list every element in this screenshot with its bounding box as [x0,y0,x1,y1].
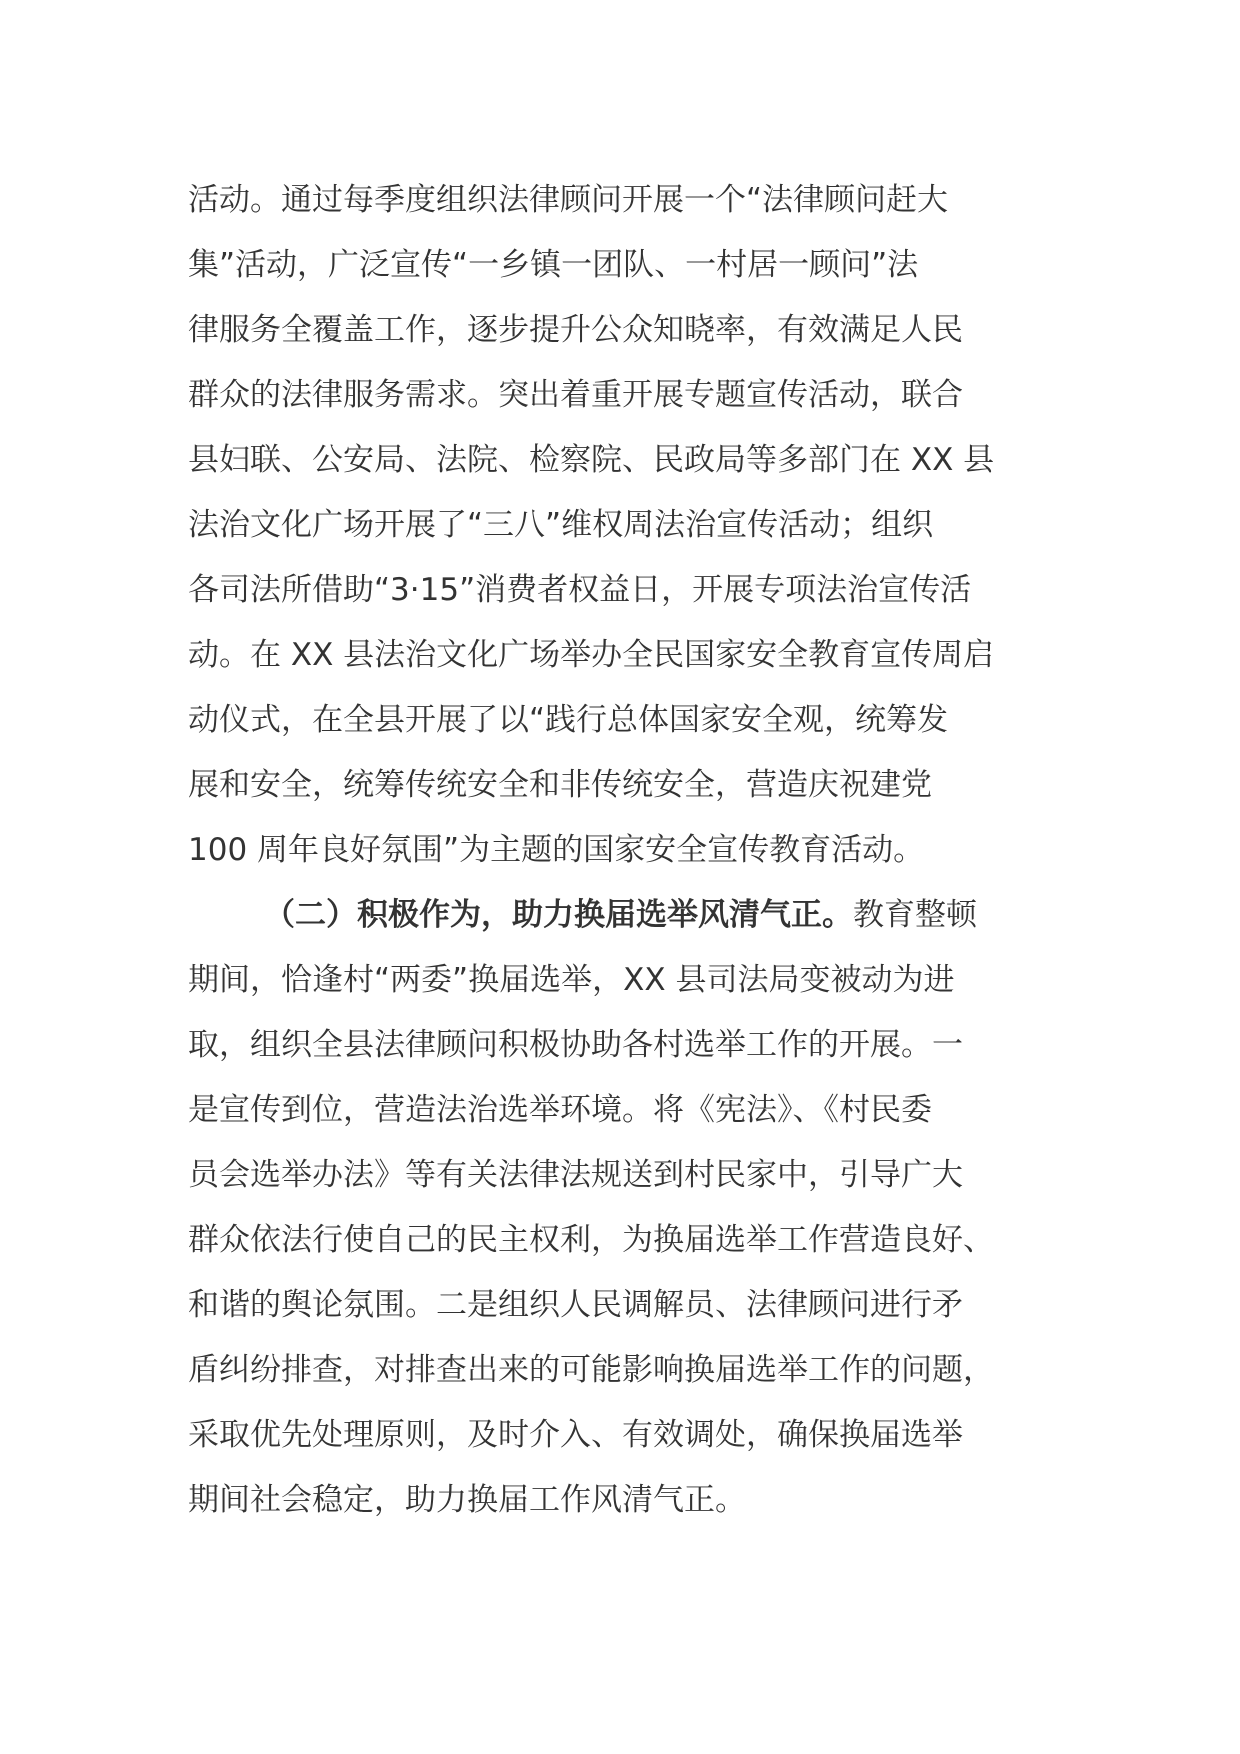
text-line: 县妇联、公安局、法院、检察院、民政局等多部门在 XX 县 [188,442,995,478]
text-line: 动。在 XX 县法治文化广场举办全民国家安全教育宣传周启 [188,637,995,673]
text-line: 展和安全，统筹传统安全和非传统安全，营造庆祝建党 [188,767,932,803]
body-text [188,168,1068,1533]
text-line: 是宣传到位，营造法治选举环境。将《宪法》、《村民委 [188,1092,932,1128]
text-line: 采取优先处理原则，及时介入、有效调处，确保换届选举 [188,1417,963,1453]
text-line: 取，组织全县法律顾问积极协助各村选举工作的开展。一 [188,1027,963,1063]
text-line: 员会选举办法》等有关法律法规送到村民家中，引导广大 [188,1157,963,1193]
section-heading: （二）积极作为，助力换届选举风清气正。 [264,897,853,933]
text-line: 动仪式，在全县开展了以“践行总体国家安全观，统筹发 [188,702,949,738]
text-line: 期间，恰逢村“两委”换届选举，XX 县司法局变被动为进 [188,962,955,998]
text-line: 盾纠纷排查，对排查出来的可能影响换届选举工作的问题， [188,1352,994,1388]
text-line: 期间社会稳定，助力换届工作风清气正。 [188,1482,746,1518]
text-line: 100 周年良好氛围”为主题的国家安全宣传教育活动。 [188,832,925,868]
paragraph-2 [188,883,1068,1533]
text-line: 和谐的舆论氛围。二是组织人民调解员、法律顾问进行矛 [188,1287,963,1323]
text-line: 活动。通过每季度组织法律顾问开展一个“法律顾问赶大 [188,182,949,218]
text-span: 教育整顿 [853,897,977,933]
text-line: 法治文化广场开展了“三八”维权周法治宣传活动；组织 [188,507,934,543]
text-line: 律服务全覆盖工作，逐步提升公众知晓率，有效满足人民 [188,312,963,348]
text-line: 群众的法律服务需求。突出着重开展专题宣传活动，联合 [188,377,963,413]
text-line: 集”活动，广泛宣传“一乡镇一团队、一村居一顾问”法 [188,247,919,283]
text-line: 各司法所借助“3·15”消费者权益日，开展专项法治宣传活 [188,572,972,608]
text-line: 群众依法行使自己的民主权利，为换届选举工作营造良好、 [188,1222,994,1258]
paragraph-2-first-line [188,883,1068,948]
paragraph-1 [188,168,1068,883]
